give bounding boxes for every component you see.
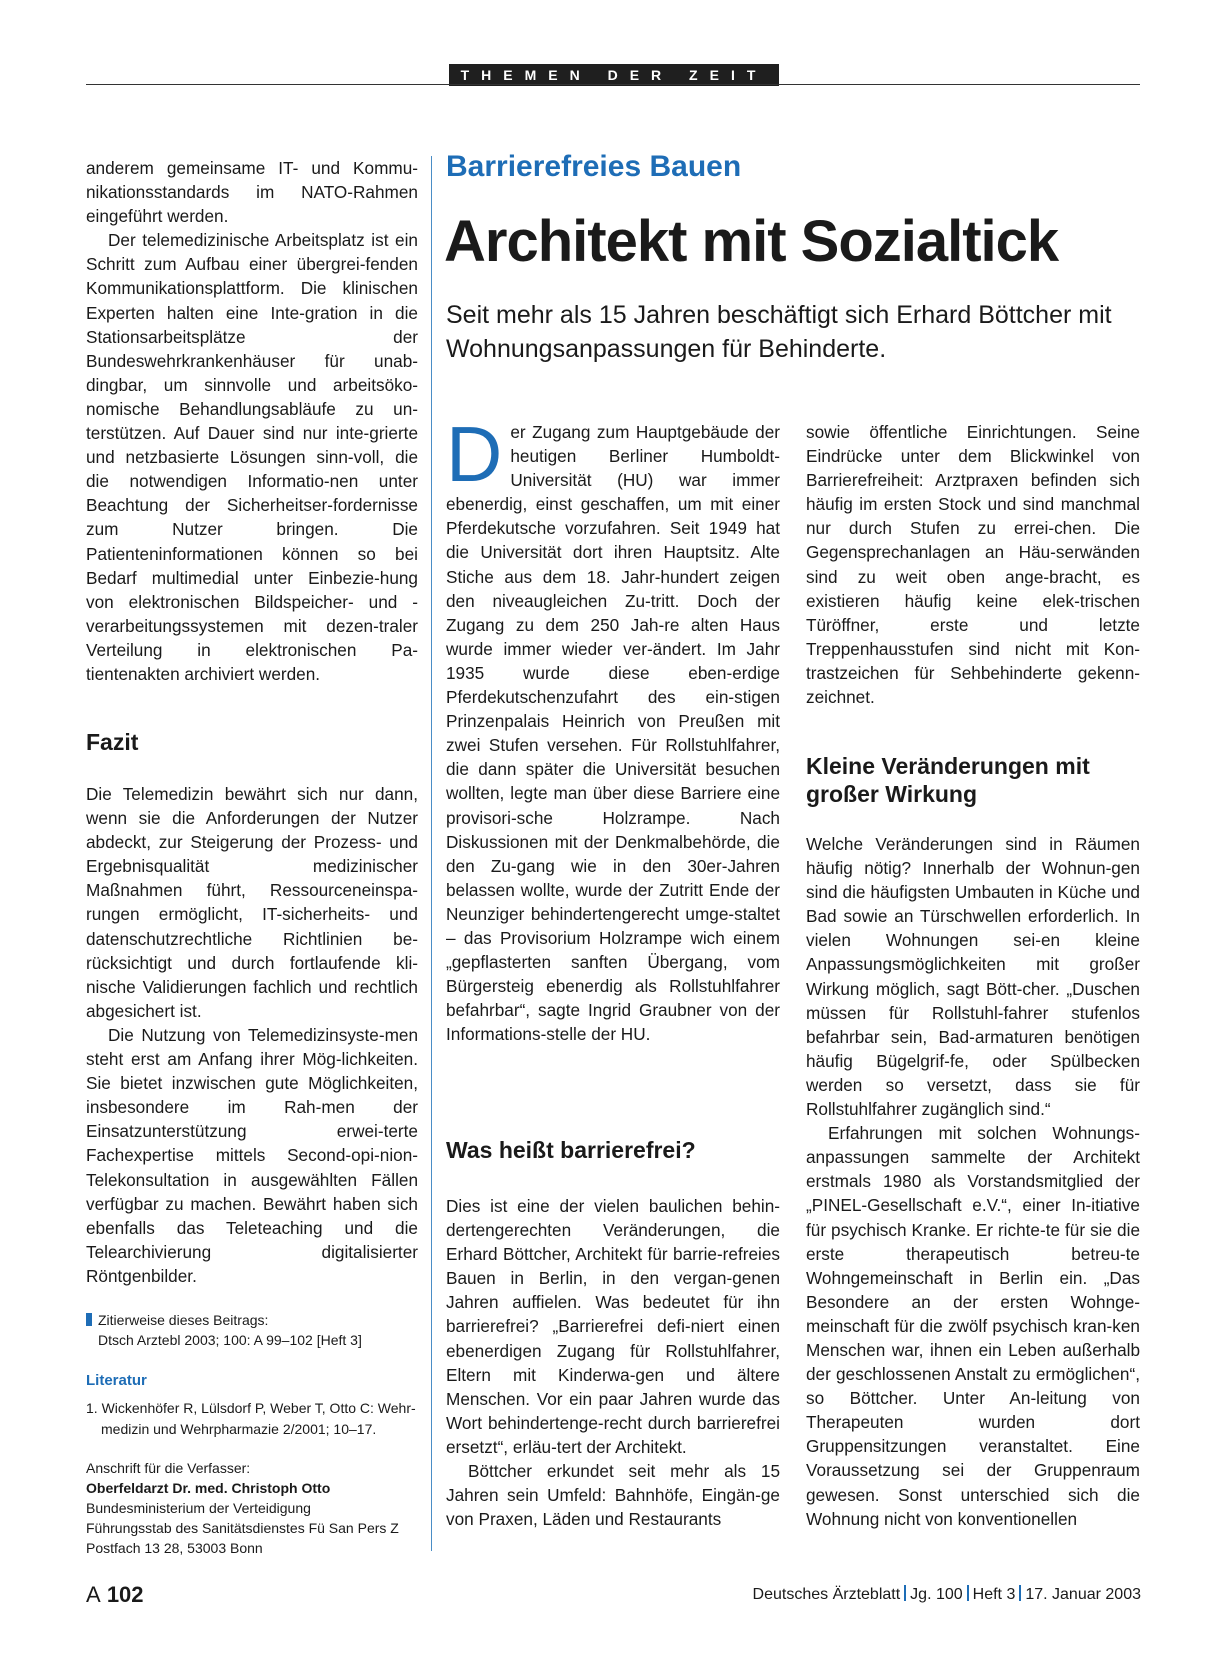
column-3-section-text	[806, 832, 1140, 1531]
square-bullet-icon	[86, 1313, 92, 1326]
paragraph: Erfahrungen mit solchen Wohnungs-anpassungen sammelte der Architekt erstmals 1980 als Vorstandsmitglied der „PINEL-Gesellschaft e.V.“, einer In-itiative für psychisch Kranke. Er richte-te für sie die erste therapeutisch betreu-te Wohngemeinschaft in Berlin ein. „Das Besondere an der ersten Wohnge-meinschaft für die zwölf psychisch kran-ken Menschen war, ihnen ein Leben außerhalb der geschlossenen Anstalt zu ermöglichen“, so Böttcher. Unter An-leitung von Therapeuten wurden dort Gruppensitzungen veranstaltet. Eine Voraussetzung sei der Gruppenraum gewesen. Sonst unterschied sich die Wohnung nicht von konventionellen	[806, 1123, 1140, 1529]
author-name: Oberfeldarzt Dr. med. Christoph Otto	[86, 1480, 331, 1496]
article-standfirst: Seit mehr als 15 Jahren beschäftigt sich Erhard Böttcher mit Wohnungsanpassungen für Behinderte.	[446, 301, 1112, 363]
page-number: A 102	[86, 1582, 144, 1607]
issue: Heft 3	[972, 1586, 1016, 1603]
citation-block	[86, 1310, 362, 1350]
paragraph: Böttcher erkundet seit mehr als 15 Jahren sein Umfeld: Bahnhöfe, Eingän-ge von Praxen, Läden und Restaurants	[446, 1461, 780, 1530]
paragraph: Welche Veränderungen sind in Räumen häufig nötig? Innerhalb der Wohnun-gen sind die häufigsten Umbauten in Küche und Bad sowie an Türschwellen erforderlich. In vielen Wohnungen sei-en kleine Anpassungsmöglichkeiten mit großer Wirkung möglich, sagt Bött-cher. „Duschen müssen für Rollstuhl-fahrer stufenlos befahrbar sein, Bad-armaturen benötigen häufig Bügelgrif-fe, oder Spülbecken werden so versetzt, dass sie für Rollstuhlfahrer zugänglich sind.“	[806, 834, 1140, 1120]
separator-icon	[967, 1585, 969, 1601]
separator-icon	[904, 1585, 906, 1601]
address-line: Postfach 13 28, 53003 Bonn	[86, 1540, 263, 1556]
section-label: THEMEN DER ZEIT	[449, 64, 779, 86]
subheading-fazit: Fazit	[86, 729, 139, 755]
citation-label: Zitierweise dieses Beitrags:	[98, 1312, 269, 1328]
paragraph: Die Nutzung von Telemedizinsyste-men steht erst am Anfang ihrer Mög-lichkeiten. Sie bietet inzwischen gute Möglichkeiten, insbesondere im Rah-men der Einsatzunterstützung erwei-terte Fachexpertise mittels Second-opi-nion-Telekonsultation in ausgewählten Fällen verfügbar zu machen. Bewährt haben sich ebenfalls das Teleteaching und die Telearchivierung digitalisierter Röntgenbilder.	[86, 1024, 418, 1286]
date: 17. Januar 2003	[1025, 1586, 1141, 1603]
header-rule	[86, 84, 1140, 85]
article-headline: Architekt mit Sozialtick	[444, 209, 1059, 274]
column-2-section-text	[446, 1194, 780, 1531]
address-line: Bundesministerium der Verteidigung	[86, 1500, 311, 1516]
column-2-text	[446, 410, 780, 1046]
subheading-kleine-veraenderungen: Kleine Veränderungen mit großer Wirkung	[806, 753, 1090, 807]
literature-line: 1. Wickenhöfer R, Lülsdorf P, Weber T, Otto C: Wehr-	[86, 1400, 416, 1416]
paragraph: anderem gemeinsame IT- und Kommu-nikationsstandards im NATO-Rahmen eingeführt werden.	[86, 158, 418, 227]
column-1-fazit-text	[86, 782, 418, 1288]
lead-paragraph: Der Zugang zum Hauptgebäude der heutigen Berliner Humboldt-Universität (HU) war immer ebenerdig, einst geschaffen, um mit einer Pferdekutsche vorzufahren. Seit 1949 hat die Universität dort ihren Hauptsitz. Alte Stiche aus dem 18. Jahr-hundert zeigen den niveaugleichen Zu-tritt. Doch der Zugang zu dem 250 Jah-re alten Haus wurde immer wieder ver-ändert. Im Jahr 1935 wurde diese eben-erdige Pferdekutschenzufahrt des ein-stigen Prinzenpalais Heinrich von Preußen mit zwei Stufen versehen. Für Rollstuhlfahrer, die dann später die Universität besuchen wollten, legte man über diese Barriere eine provisori-sche Holzrampe. Nach Diskussionen mit der Denkmalbehörde, die den Zu-gang wie in den 30er-Jahren belassen wollte, wurde der Zutritt Ende der Neunziger behindertengerecht umge-staltet – das Provisorium Holzrampe wich einem „gepflasterten sanften Übergang, vom Bürgersteig ebenerdig als Rollstuhlfahrer befahrbar“, sagte Ingrid Graubner von der Informations-stelle der HU.	[446, 410, 780, 1045]
article-kicker: Barrierefreies Bauen	[446, 150, 742, 183]
literature-item	[86, 1398, 420, 1440]
author-address	[86, 1458, 399, 1558]
column-3-text	[806, 420, 1140, 709]
column-divider	[431, 156, 432, 1551]
separator-icon	[1019, 1585, 1021, 1601]
address-label: Anschrift für die Verfasser:	[86, 1460, 251, 1476]
literature-heading: Literatur	[86, 1372, 147, 1389]
paragraph: Die Telemedizin bewährt sich nur dann, wenn sie die Anforderungen der Nutzer abdeckt, zur Steigerung der Prozess- und Ergebnisqualität medizinischer Maßnahmen führt, Ressourceneinspa-rungen ermöglicht, IT-sicherheits- und datenschutzrechtliche Richtlinien be-rücksichtigt und durch fortlaufende kli-nische Validierungen fachlich und rechtlich abgesichert ist.	[86, 784, 418, 1021]
address-line: Führungsstab des Sanitätsdienstes Fü San Pers Z	[86, 1520, 399, 1536]
paragraph: Der telemedizinische Arbeitsplatz ist ein Schritt zum Aufbau einer übergrei-fenden Kommunikationsplattform. Die klinischen Experten halten eine Inte-gration in die Stationsarbeitsplätze der Bundeswehrkrankenhäuser für unab-dingbar, um sinnvolle und arbeitsöko-nomische Behandlungsabläufe zu un-terstützen. Auf Dauer sind nur inte-grierte und netzbasierte Lösungen sinn-voll, die die notwendigen Informatio-nen unter Beachtung der Sicherheitser-fordernisse zum Nutzer bringen. Die Patienteninformationen können so bei Bedarf multimedial unter Einbezie-hung von elektronischen Bildspeicher- und -verarbeitungssystemen mit dezen-traler Verteilung in elektronischen Pa-tientenakten archiviert werden.	[86, 230, 418, 684]
paragraph: sowie öffentliche Einrichtungen. Seine Eindrücke unter dem Blickwinkel von Barrierefreiheit: Arztpraxen befinden sich häufig im ersten Stock und sind manchmal nur durch Stufen zu errei-chen. Die Gegensprechanlagen an Häu-serwänden sind zu weit oben ange-bracht, es existieren häufig keine elek-trischen Türöffner, erste und letzte Treppenhausstufen sind nicht mit Kon-trastzeichen für Sehbehinderte gekenn-zeichnet.	[806, 422, 1140, 708]
literature-line: medizin und Wehrpharmazie 2/2001; 10–17.	[101, 1421, 377, 1437]
subheading-was-heisst-barrierefrei: Was heißt barrierefrei?	[446, 1137, 696, 1163]
journal-name: Deutsches Ärzteblatt	[752, 1586, 901, 1603]
dropcap: D	[446, 410, 503, 498]
journal-footer	[753, 1585, 1141, 1604]
citation-text: Dtsch Arztebl 2003; 100: A 99–102 [Heft 3]	[98, 1332, 362, 1348]
paragraph: Dies ist eine der vielen baulichen behin-dertengerechten Veränderungen, die Erhard Böttcher, Architekt für barrie-refreies Bauen in Berlin, in den vergan-genen Jahren auffielen. Was bedeutet für ihn barrierefrei? „Barrierefrei defi-niert einen ebenerdigen Zugang für Rollstuhlfahrer, Eltern mit Kinderwa-gen und ältere Menschen. Vor ein paar Jahren wurde das Wort behindertenge-recht durch barrierefrei ersetzt“, erläu-tert der Architekt.	[446, 1196, 780, 1457]
volume: Jg. 100	[910, 1586, 963, 1603]
column-1-text	[86, 156, 418, 686]
